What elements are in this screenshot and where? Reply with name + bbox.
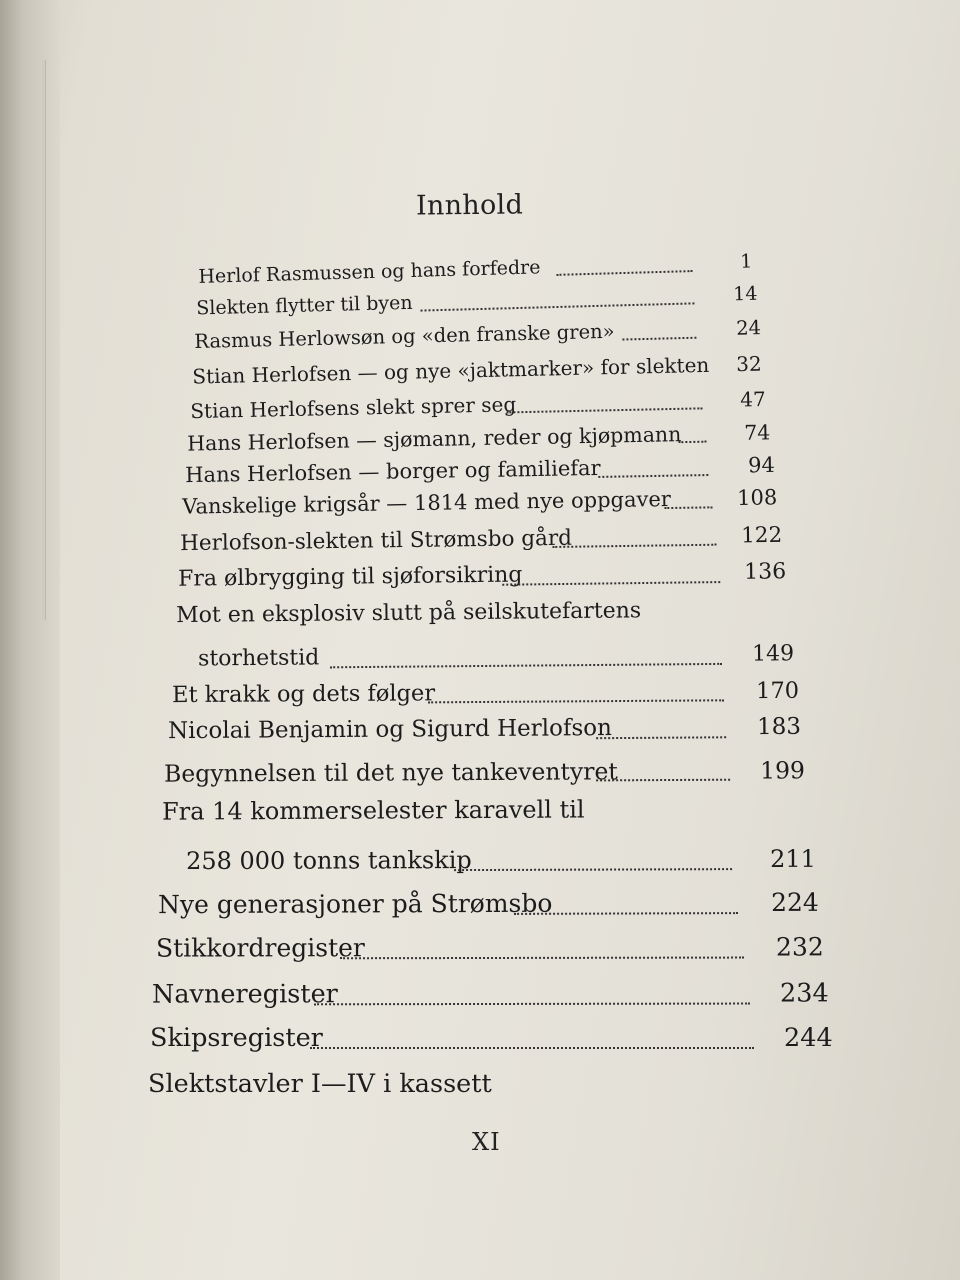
toc-entry <box>0 640 960 681</box>
toc-entry-page: 24 <box>735 316 762 340</box>
toc-entry-title: Stikkordregister <box>156 933 365 963</box>
toc-entry <box>0 793 960 834</box>
toc-entry-page: 94 <box>747 452 776 478</box>
toc-entry-title: Hans Herlofsen — sjømann, reder og kjøpmann <box>187 422 682 456</box>
toc-entry-title: Et krakk og dets følger <box>172 680 436 709</box>
dot-leader <box>622 336 696 340</box>
toc-entry-page: 183 <box>756 713 802 741</box>
toc-entry-page: 232 <box>775 932 824 962</box>
dot-leader <box>598 474 708 478</box>
toc-entry-title: Vanskelige krigsår — 1814 med nye oppgaver <box>182 487 672 519</box>
dot-leader <box>678 441 706 444</box>
toc-entry-title: Slekten flytter til byen <box>196 291 413 320</box>
toc-entry-page: 1 <box>739 250 753 273</box>
dot-leader <box>314 1003 750 1006</box>
dot-leader <box>506 407 702 413</box>
toc-entry-title: Hans Herlofsen — borger og familiefar <box>185 455 601 488</box>
toc-entry-title: Herlofson-slekten til Strømsbo gård <box>180 525 573 557</box>
dot-leader <box>556 270 692 276</box>
toc-entry-title: Slektstavler I—IV i kassett <box>148 1069 492 1099</box>
toc-entry-title: Mot en eksplosiv slutt på seilskutefartens <box>176 598 642 629</box>
toc-title: Innhold <box>415 189 524 222</box>
dot-leader <box>420 302 694 311</box>
toc-entry <box>0 677 960 717</box>
dot-leader <box>514 912 738 915</box>
toc-entry <box>0 887 960 928</box>
toc-entry-page: 14 <box>732 282 758 306</box>
toc-entry-title: Nicolai Benjamin og Sigurd Herlofson <box>168 715 612 745</box>
toc-entry <box>0 1069 960 1107</box>
toc-entry-title: Fra 14 kommerselester karavell til <box>162 795 585 826</box>
toc-entry-title: Stian Herlofsen — og nye «jaktmarker» for slekten <box>192 352 710 389</box>
toc-entry-title: Skipsregister <box>150 1023 323 1053</box>
toc-entry-title: Fra ølbrygging til sjøforsikring <box>178 562 523 592</box>
toc-entry-page: 122 <box>740 522 783 549</box>
dot-leader <box>310 1047 754 1049</box>
toc-entry <box>0 713 960 754</box>
toc-entry-title: Nye generasjoner på Strømsbo <box>158 888 553 920</box>
dot-leader <box>502 581 720 586</box>
toc-entry-page: 224 <box>770 887 819 917</box>
toc-entry <box>0 1023 960 1061</box>
toc-entry-page: 170 <box>755 677 800 705</box>
toc-entry-title: Rasmus Herlowsøn og «den franske gren» <box>194 319 615 353</box>
toc-entry-page: 211 <box>769 844 816 873</box>
dot-leader <box>664 506 712 509</box>
toc-entry-page: 244 <box>784 1023 833 1053</box>
toc-entry <box>0 844 960 883</box>
dot-leader <box>454 868 732 871</box>
toc-entry-title: Begynnelsen til det nye tankeventyret <box>164 757 618 788</box>
toc-entry-page: 149 <box>751 641 795 667</box>
toc-entry-title: 258 000 tonns tankskip <box>186 846 472 876</box>
toc-entry-page: 47 <box>739 387 766 412</box>
dot-leader <box>552 544 716 548</box>
dot-leader <box>340 956 744 959</box>
toc-entry-page: 108 <box>736 485 778 510</box>
toc-entry-page: 234 <box>779 978 829 1009</box>
toc-entry-page: 136 <box>743 559 787 585</box>
dot-leader <box>596 779 730 782</box>
toc-entry-title: storhetstid <box>198 645 320 672</box>
dot-leader <box>330 663 722 668</box>
toc-entry <box>0 595 960 638</box>
dot-leader <box>428 700 724 704</box>
toc-entry <box>0 755 960 795</box>
dot-leader <box>596 736 726 739</box>
toc-entry <box>0 932 960 971</box>
toc-entry <box>0 978 960 1018</box>
toc-entry-title: Navneregister <box>152 979 338 1010</box>
page-number: XI <box>472 1128 501 1156</box>
toc-entry-title: Stian Herlofsens slekt sprer seg <box>190 392 517 424</box>
toc-entry-page: 32 <box>735 351 762 377</box>
toc-entry-title: Herlof Rasmussen og hans forfedre <box>198 256 541 288</box>
toc-entry-page: 199 <box>759 756 806 785</box>
toc-entry-page: 74 <box>743 420 771 445</box>
